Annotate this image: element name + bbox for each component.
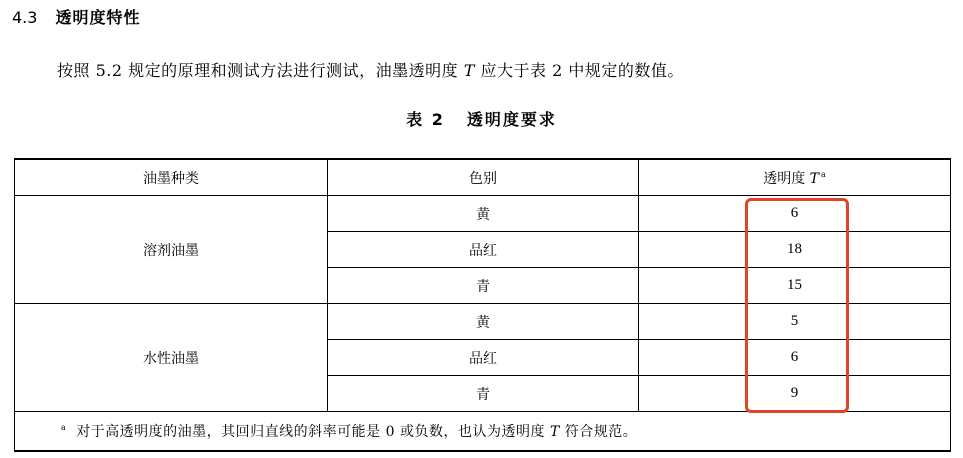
color-cell: 品红: [328, 232, 639, 268]
header-ink-type: 油墨种类: [15, 159, 328, 196]
footnote-mark: a: [61, 423, 67, 432]
table-number: 表 2: [406, 110, 445, 129]
header-transparency: [639, 159, 951, 196]
color-cell: 青: [328, 268, 639, 304]
ink-type-cell: 水性油墨: [15, 304, 328, 412]
header-transparency-label: 透明度: [763, 170, 810, 187]
section-heading: [12, 5, 140, 28]
table-footnote-row: [15, 412, 951, 452]
ink-type-cell: 溶剂油墨: [15, 196, 328, 304]
color-cell: 黄: [328, 196, 639, 232]
color-cell: 黄: [328, 304, 639, 340]
table-caption: [0, 107, 963, 130]
table-header-row: [15, 159, 951, 196]
paragraph-text-before: 按照 5.2 规定的原理和测试方法进行测试，油墨透明度: [57, 61, 464, 80]
footnote-text-after: 符合规范。: [559, 424, 638, 440]
transparency-value-cell: 18: [639, 232, 951, 268]
table-title: 透明度要求: [466, 110, 557, 129]
transparency-value-cell: 15: [639, 268, 951, 304]
footnote-text-before: 对于高透明度的油墨，其回归直线的斜率可能是 0 或负数，也认为透明度: [76, 424, 550, 440]
paragraph-variable: T: [463, 61, 475, 80]
transparency-value-cell: 9: [639, 376, 951, 412]
table-row: [15, 196, 951, 232]
footnote-variable: T: [549, 424, 560, 440]
transparency-value-cell: 6: [639, 196, 951, 232]
transparency-value-cell: 5: [639, 304, 951, 340]
table-row: [15, 304, 951, 340]
body-paragraph: [57, 58, 684, 81]
transparency-requirements-table: [14, 158, 951, 452]
header-transparency-variable: T: [809, 170, 819, 187]
header-color: 色别: [328, 159, 639, 196]
transparency-value-cell: 6: [639, 340, 951, 376]
color-cell: 品红: [328, 340, 639, 376]
paragraph-text-after: 应大于表 2 中规定的数值。: [474, 61, 684, 80]
color-cell: 青: [328, 376, 639, 412]
header-footnote-mark: a: [821, 169, 826, 179]
section-title: 透明度特性: [55, 8, 141, 27]
table-footnote: [15, 412, 951, 452]
section-number: 4.3: [12, 8, 38, 27]
